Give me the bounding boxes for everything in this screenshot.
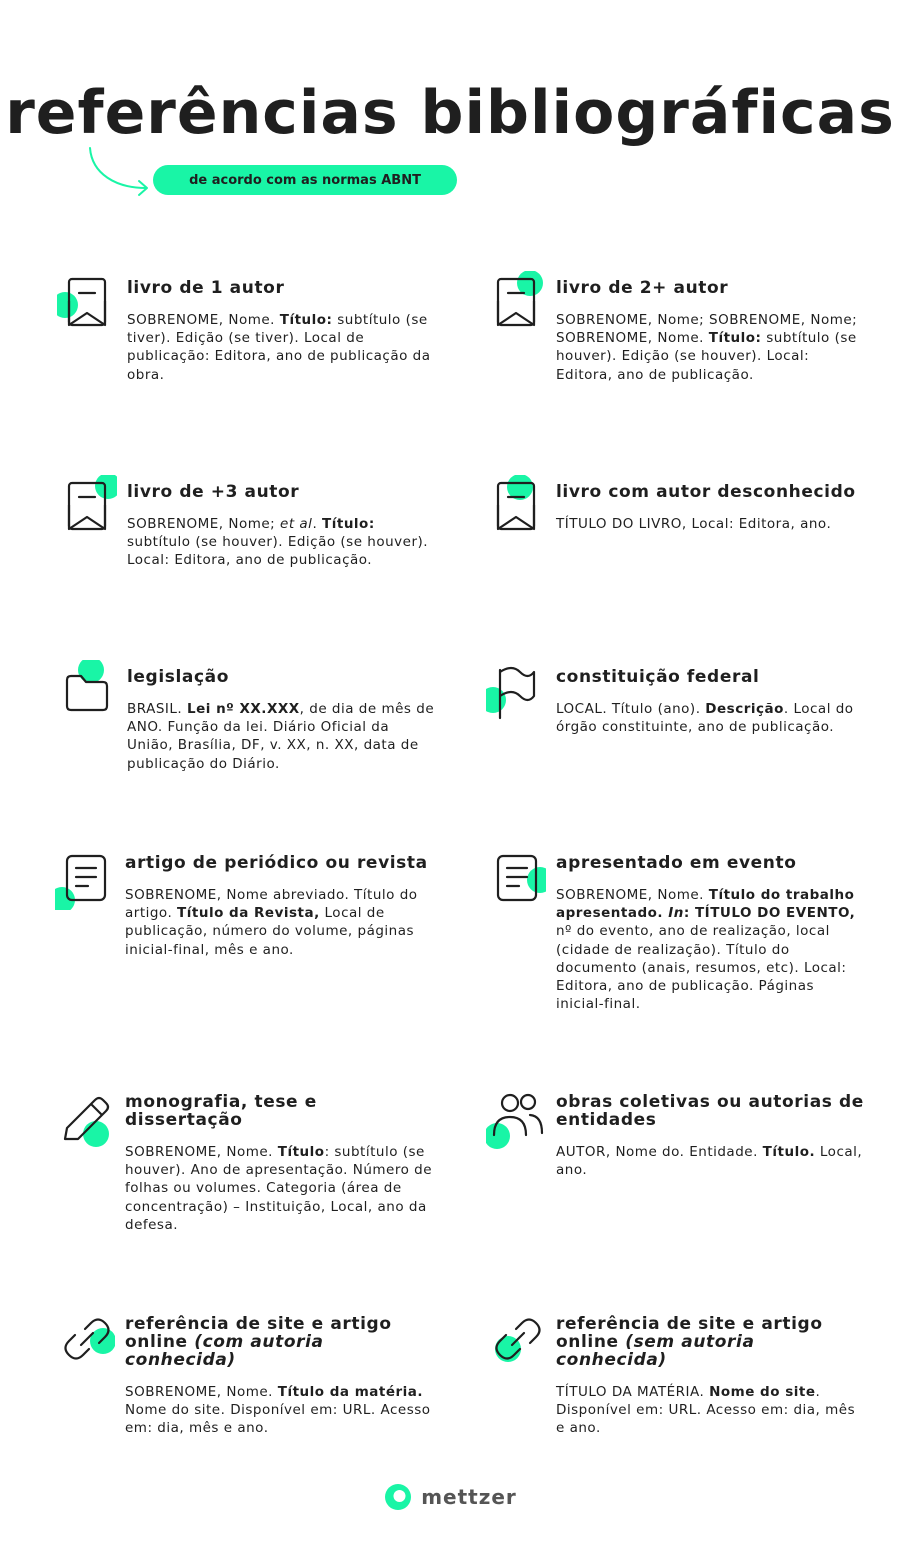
text-run: Lei nº XX.XXX xyxy=(186,701,300,717)
bookmark-icon xyxy=(57,271,117,335)
text-run: : subtítulo (se houver). Ano de apresentação. Número de folhas ou volumes. Categoria (área de concentração) – Instituição, Local, ano da defesa. xyxy=(125,1144,433,1233)
card-title xyxy=(556,483,866,501)
text-run: : TÍTULO DO EVENTO, xyxy=(683,905,856,922)
text-run: SOBRENOME, Nome. xyxy=(125,1384,278,1400)
card-title xyxy=(556,1315,866,1369)
card-reference-format xyxy=(556,1143,866,1179)
card-title xyxy=(556,1093,866,1129)
card-title-main: referência de site e artigo online xyxy=(556,1314,823,1352)
users-icon xyxy=(486,1085,546,1149)
text-run: LOCAL. Título (ano). xyxy=(556,701,706,717)
text-run: Título: xyxy=(708,330,762,347)
card-reference-format xyxy=(125,1383,435,1438)
card-title xyxy=(556,668,866,686)
card-title-main: monografia, tese e dissertação xyxy=(125,1092,317,1130)
document-icon xyxy=(486,846,546,910)
mettzer-logo-icon xyxy=(383,1482,413,1512)
card-title-main: apresentado em evento xyxy=(556,853,797,873)
reference-card xyxy=(125,854,435,959)
text-run: . xyxy=(312,516,323,532)
reference-card xyxy=(125,1093,435,1234)
text-run: SOBRENOME, Nome abreviado. Título do artigo. xyxy=(125,887,418,922)
text-run: . Local do órgão constituinte, ano de publicação. xyxy=(556,701,854,736)
text-run: , de dia de mês de ANO. Função da lei. Diário Oficial da União, Brasília, DF, v. XX, n. XX, data de publicação do Diário. xyxy=(127,701,435,772)
curved-arrow-icon xyxy=(86,146,156,202)
bookmark-icon xyxy=(486,271,546,335)
text-run: SOBRENOME, Nome. xyxy=(125,1144,278,1160)
card-title xyxy=(125,854,435,872)
card-reference-format xyxy=(127,515,437,570)
text-run: SOBRENOME, Nome. xyxy=(556,887,709,903)
footer xyxy=(0,1480,900,1514)
card-reference-format xyxy=(127,700,437,773)
text-run: AUTOR, Nome do. Entidade. xyxy=(556,1144,763,1160)
link-icon xyxy=(486,1307,546,1371)
card-title-qualifier: (sem autoria conhecida) xyxy=(556,1332,755,1370)
text-run: SOBRENOME, Nome; xyxy=(127,516,281,532)
card-title xyxy=(556,279,866,297)
text-run: nº do evento, ano de realização, local (cidade de realização). Título do documento (anais, resumos, etc). Local: Editora, ano de publicação. Páginas inicial-final. xyxy=(556,923,847,1013)
text-run: SOBRENOME, Nome. xyxy=(127,312,280,328)
card-title xyxy=(556,854,866,872)
card-title-main: livro de 2+ autor xyxy=(556,278,729,298)
reference-card xyxy=(556,1093,866,1179)
card-title xyxy=(127,483,437,501)
reference-card xyxy=(556,483,866,533)
reference-card xyxy=(127,483,437,570)
card-title xyxy=(127,279,437,297)
card-reference-format xyxy=(556,311,866,384)
text-run: Título do trabalho apresentado. xyxy=(556,887,855,922)
card-reference-format xyxy=(125,1143,435,1234)
text-run: Título xyxy=(277,1144,325,1160)
bookmark-icon xyxy=(57,475,117,539)
text-run: Título. xyxy=(762,1144,816,1160)
text-run: In xyxy=(668,905,684,922)
card-title xyxy=(127,668,437,686)
text-run: TÍTULO DO LIVRO, Local: Editora, ano. xyxy=(556,516,832,532)
card-title-main: legislação xyxy=(127,667,229,687)
reference-card xyxy=(556,854,866,1013)
card-title-qualifier: (com autoria conhecida) xyxy=(125,1332,324,1370)
card-reference-format xyxy=(556,515,866,533)
card-title-main: livro de 1 autor xyxy=(127,278,285,298)
bookmark-icon xyxy=(486,475,546,539)
card-title-main: obras coletivas ou autorias de entidades xyxy=(556,1092,864,1130)
card-reference-format xyxy=(127,311,437,384)
text-run: subtítulo (se tiver). Edição (se tiver). Local de publicação: Editora, ano de publicação da obra. xyxy=(127,312,431,383)
card-title xyxy=(125,1093,435,1129)
text-run: Nome do site xyxy=(709,1384,816,1400)
flag-icon xyxy=(486,660,546,724)
text-run: subtítulo (se houver). Edição (se houver). Local: Editora, ano de publicação. xyxy=(127,534,429,569)
pencil-icon xyxy=(55,1085,115,1149)
subtitle-text: de acordo com as normas ABNT xyxy=(189,172,421,188)
text-run: et al xyxy=(280,516,313,532)
card-reference-format xyxy=(556,700,866,736)
reference-card xyxy=(125,1315,435,1438)
card-title-main: livro de +3 autor xyxy=(127,482,300,502)
reference-card xyxy=(127,279,437,384)
card-reference-format xyxy=(556,886,866,1013)
text-run: Título: xyxy=(322,516,375,532)
text-run: Local de publicação, número do volume, páginas inicial-final, mês e ano. xyxy=(125,905,415,958)
text-run: subtítulo (se houver). Edição (se houver). Local: Editora, ano de publicação. xyxy=(556,330,857,383)
card-title-main: livro com autor desconhecido xyxy=(556,482,856,502)
text-run: TÍTULO DA MATÉRIA. xyxy=(556,1384,710,1400)
text-run: . Disponível em: URL. Acesso em: dia, mês e ano. xyxy=(556,1384,856,1437)
folder-icon xyxy=(57,660,117,724)
reference-card xyxy=(556,1315,866,1438)
link-icon xyxy=(55,1307,115,1371)
card-title xyxy=(125,1315,435,1369)
card-title-main: artigo de periódico ou revista xyxy=(125,853,428,873)
text-run: Título da Revista, xyxy=(177,905,320,922)
reference-card xyxy=(556,668,866,736)
card-title-main: referência de site e artigo online xyxy=(125,1314,392,1352)
document-icon xyxy=(55,846,115,910)
card-title-main: constituição federal xyxy=(556,667,760,687)
reference-card xyxy=(556,279,866,384)
text-run: Local, ano. xyxy=(556,1144,863,1179)
text-run: Nome do site. Disponível em: URL. Acesso em: dia, mês e ano. xyxy=(125,1402,431,1437)
text-run: SOBRENOME, Nome; SOBRENOME, Nome; SOBRENOME, Nome. xyxy=(556,312,858,347)
reference-card xyxy=(127,668,437,773)
text-run: Título: xyxy=(279,312,333,328)
card-reference-format xyxy=(556,1383,866,1438)
text-run: Título da matéria. xyxy=(277,1384,424,1400)
footer-brand: mettzer xyxy=(421,1485,517,1509)
page-title: referências bibliográficas xyxy=(5,78,895,148)
subtitle-badge xyxy=(153,165,457,195)
text-run: BRASIL. xyxy=(127,701,187,717)
text-run: Descrição xyxy=(705,701,784,717)
card-reference-format xyxy=(125,886,435,959)
